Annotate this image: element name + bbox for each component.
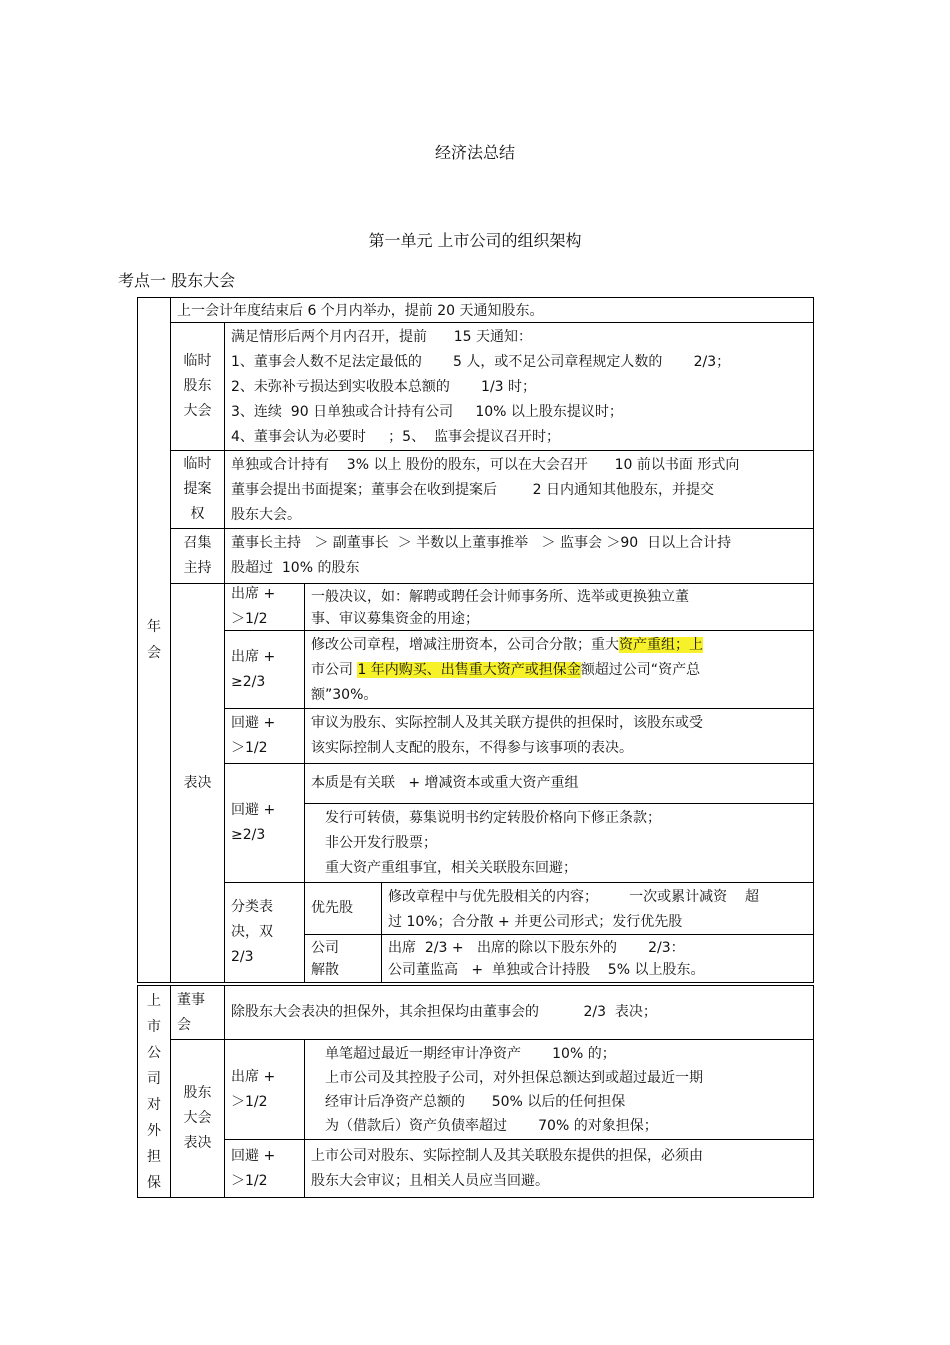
vote-avoid-special-items: 发行可转债，募集说明书约定转股价格向下修正条款； 非公开发行股票； 重大资产重组事宜，相关关联股东回避；: [304, 803, 814, 883]
special-text-line3: 额”30%。: [311, 687, 378, 703]
class-vote-label: 分类表 决，双 2/3: [224, 882, 305, 983]
board-label: 董事 会: [170, 985, 225, 1040]
guarantee-attend-text: 单笔超过最近一期经审计净资产 10% 的； 上市公司及其控股子公司，对外担保总额达到或超过最近一期 经审计后净资产总额的 50% 以后的任何担保 为（借款后）资产负债率超过 70% 的对象担保；: [304, 1039, 814, 1140]
board-text: 除股东大会表决的担保外，其余担保均由董事会的 2/3 表决；: [224, 985, 814, 1040]
vote-avoid-special-essence: 本质是有关联 + 增减资本或重大资产重组: [304, 763, 814, 804]
temp-meeting-label: 临时 股东 大会: [170, 322, 225, 451]
vote-special-text: [304, 630, 814, 709]
voting-label: 表决: [170, 583, 225, 983]
vote-avoid-simple-condition: 回避 + ＞1/2: [224, 708, 305, 764]
dissolution-label: 公司 解散: [304, 934, 382, 983]
vote-ordinary-condition: 出席 + ＞1/2: [224, 583, 305, 631]
annual-meeting-notice: 上一会计年度结束后 6 个月内举办，提前 20 天通知股东。: [170, 297, 814, 323]
preferred-share-label: 优先股: [304, 882, 382, 935]
highlighted-text: 1 年内购买、出售重大资产或担保金: [357, 662, 581, 678]
annual-meeting-label: 年 会: [137, 297, 171, 983]
guarantee-attend-condition: 出席 + ＞1/2: [224, 1039, 305, 1140]
highlighted-text: 资产重组；上: [619, 637, 703, 653]
dissolution-text: 出席 2/3 + 出席的除以下股东外的 2/3： 公司董监高 + 单独或合计持股 5% 以上股东。: [381, 934, 814, 983]
preferred-share-text: 修改章程中与优先股相关的内容； 一次或累计减资 超 过 10%；合分散 + 并更公司形式；发行优先股: [381, 882, 814, 935]
guarantee-avoid-condition: 回避 + ＞1/2: [224, 1139, 305, 1198]
convene-text: 董事长主持 ＞ 副董事长 ＞ 半数以上董事推举 ＞ 监事会 ＞90 日以上合计持 股超过 10% 的股东: [224, 528, 814, 584]
vote-avoid-special-condition: 回避 + ≥2/3: [224, 763, 305, 883]
vote-special-condition: 出席 + ≥2/3: [224, 630, 305, 709]
special-text-line2: 市公司: [311, 662, 358, 678]
section-heading: 考点一 股东大会: [118, 271, 236, 290]
temp-meeting-text: 满足情形后两个月内召开，提前 15 天通知： 1、董事会人数不足法定最低的 5 人，或不足公司章程规定人数的 2/3； 2、未弥补亏损达到实收股本总额的 1/3 时； 3、连续 90 日单独或合计持有公司 10% 以上股东提议时； 4、董事会认为必要时 ；5、 监事会提议召开时；: [224, 322, 814, 451]
guarantee-label: 上 市 公 司 对 外 担 保: [137, 985, 171, 1198]
guarantee-avoid-text: 上市公司对股东、实际控制人及其关联股东提供的担保，必须由 股东大会审议；且相关人员应当回避。: [304, 1139, 814, 1198]
proposal-right-text: 单独或合计持有 3% 以上 股份的股东，可以在大会召开 10 前以书面 形式向 董事会提出书面提案；董事会在收到提案后 2 日内通知其他股东，并提交 股东大会。: [224, 450, 814, 529]
vote-avoid-simple-text: 审议为股东、实际控制人及其关联方提供的担保时，该股东或受 该实际控制人支配的股东，不得参与该事项的表决。: [304, 708, 814, 764]
document-title: 经济法总结: [434, 143, 515, 162]
unit-heading: 第一单元 上市公司的组织架构: [368, 231, 582, 250]
vote-ordinary-text: 一般决议，如：解聘或聘任会计师事务所、选举或更换独立董 事、审议募集资金的用途；: [304, 583, 814, 631]
special-text-line1: 修改公司章程，增减注册资本，公司合分散；重大: [311, 637, 619, 653]
convene-label: 召集 主持: [170, 528, 225, 584]
special-text-line2-end: 额超过公司“资产总: [580, 662, 701, 678]
proposal-right-label: 临时 提案 权: [170, 450, 225, 529]
shareholder-vote-label: 股东 大会 表决: [170, 1039, 225, 1198]
